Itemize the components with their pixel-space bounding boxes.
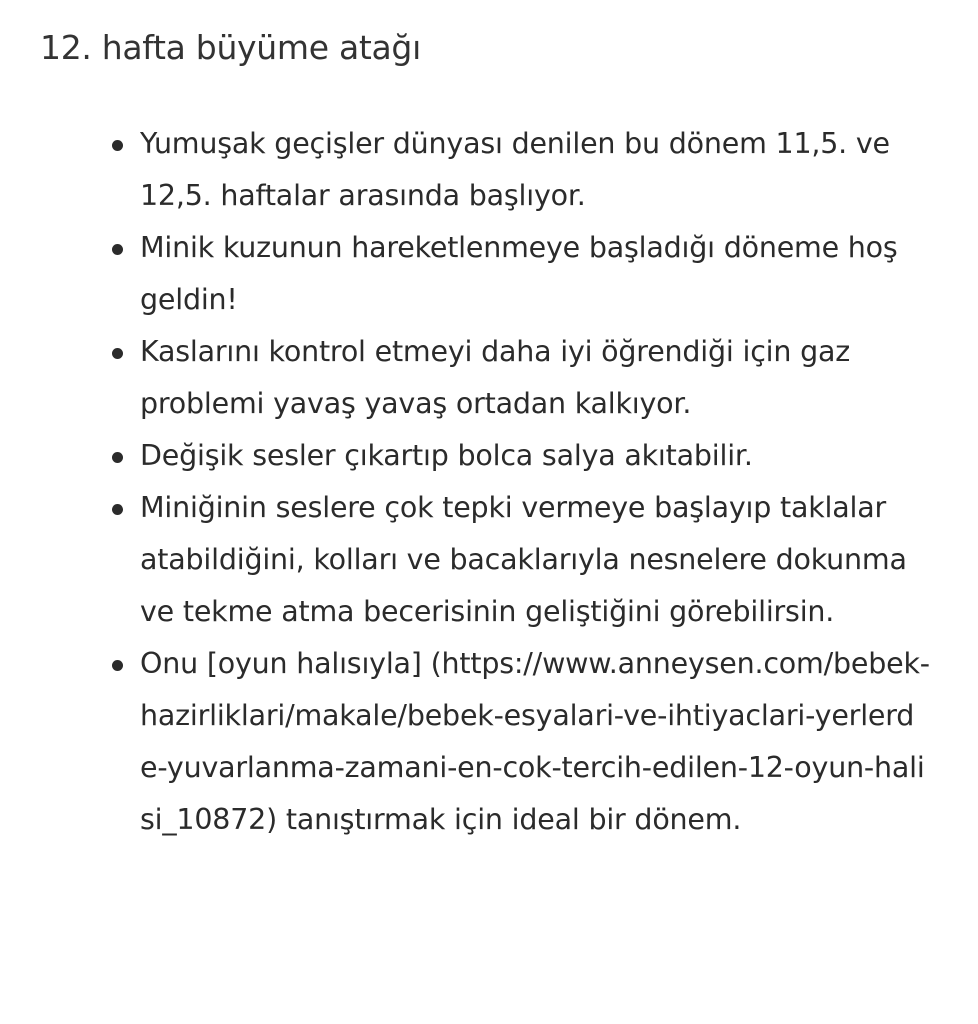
list-item-suffix-text: tanıştırmak için ideal bir dönem.	[277, 803, 742, 836]
list-item-text: Kaslarını kontrol etmeyi daha iyi öğrendiği için gaz problemi yavaş yavaş ortadan kalkıyor.	[140, 335, 851, 420]
list-item	[0, 118, 930, 222]
list-item	[0, 222, 930, 326]
list-item	[0, 430, 930, 482]
list-item-text: Yumuşak geçişler dünyası denilen bu dönem 11,5. ve 12,5. haftalar arasında başlıyor.	[140, 127, 890, 212]
bullet-list	[0, 118, 978, 846]
list-item	[0, 326, 930, 430]
bullet-dot-icon	[112, 140, 123, 151]
link-url-text: (https://www.anneysen.com/bebek-hazirliklari/makale/bebek-esyalari-ve-ihtiyaclari-yerlerde-yuvarlanma-zamani-en-cok-tercih-edilen-12-oyun-halisi_10872)	[140, 647, 930, 836]
list-item-text: Miniğinin seslere çok tepki vermeye başlayıp taklalar atabildiğini, kolları ve bacaklarıyla nesnelere dokunma ve tekme atma becerisinin geliştiğini görebilirsin.	[140, 491, 907, 628]
list-item-text: Minik kuzunun hareketlenmeye başladığı döneme hoş geldin!	[140, 231, 898, 316]
list-item	[0, 638, 930, 846]
bullet-dot-icon	[112, 660, 123, 671]
list-item	[0, 482, 930, 638]
bullet-dot-icon	[112, 504, 123, 515]
link-label-text: Onu [oyun halısıyla]	[140, 647, 422, 680]
bullet-dot-icon	[112, 452, 123, 463]
page-title: 12. hafta büyüme atağı	[40, 28, 421, 67]
list-item-text	[140, 638, 930, 846]
list-item-text: Değişik sesler çıkartıp bolca salya akıtabilir.	[140, 439, 753, 472]
bullet-dot-icon	[112, 244, 123, 255]
bullet-dot-icon	[112, 348, 123, 359]
